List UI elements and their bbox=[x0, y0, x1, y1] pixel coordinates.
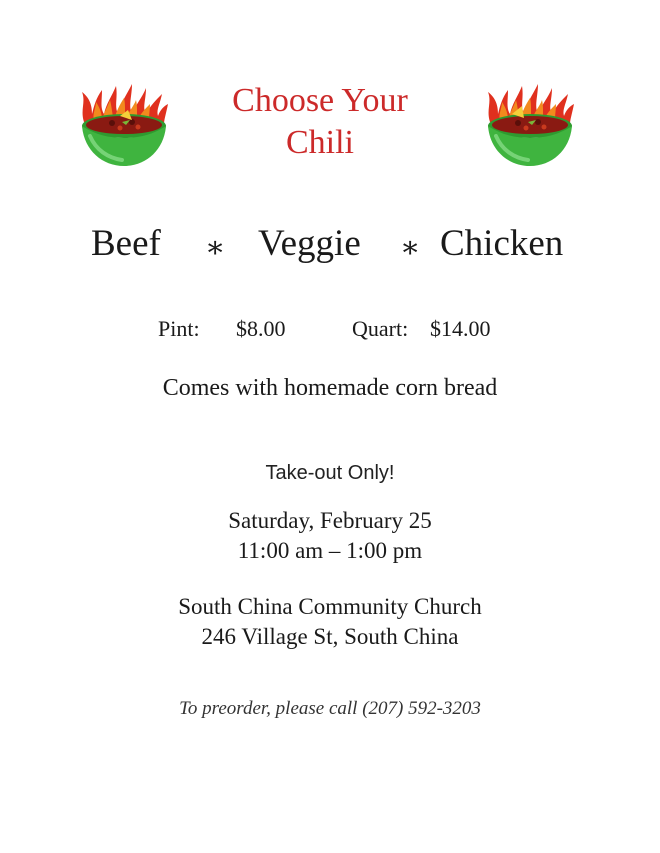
chili-bowl-icon bbox=[482, 76, 578, 170]
event-datetime bbox=[0, 506, 660, 566]
quart-label: Quart: bbox=[352, 316, 409, 341]
price-list bbox=[0, 316, 660, 346]
variety-separator: ∗ bbox=[400, 231, 421, 264]
variety-separator: ∗ bbox=[205, 231, 226, 264]
variety-chicken: Chicken bbox=[440, 223, 564, 264]
venue-address: 246 Village St, South China bbox=[201, 624, 459, 649]
event-time: 11:00 am – 1:00 pm bbox=[237, 538, 423, 563]
title-line-1: Choose Your bbox=[232, 82, 408, 119]
event-date: Saturday, February 25 bbox=[228, 508, 432, 533]
preorder-note: To preorder, please call (207) 592-3203 bbox=[179, 698, 481, 719]
variety-beef: Beef bbox=[91, 223, 161, 264]
chili-bowl-icon bbox=[76, 76, 172, 170]
event-location bbox=[0, 592, 660, 652]
takeout-note: Take-out Only! bbox=[265, 462, 395, 484]
pint-label: Pint: bbox=[158, 316, 200, 341]
variety-veggie: Veggie bbox=[258, 223, 361, 264]
flyer-title bbox=[170, 80, 470, 164]
cornbread-note: Comes with homemade corn bread bbox=[162, 375, 498, 401]
venue-name: South China Community Church bbox=[178, 594, 482, 619]
chili-varieties bbox=[0, 222, 660, 272]
title-line-2: Chili bbox=[285, 124, 355, 161]
pint-price: $8.00 bbox=[236, 316, 286, 341]
quart-price: $14.00 bbox=[430, 316, 491, 341]
